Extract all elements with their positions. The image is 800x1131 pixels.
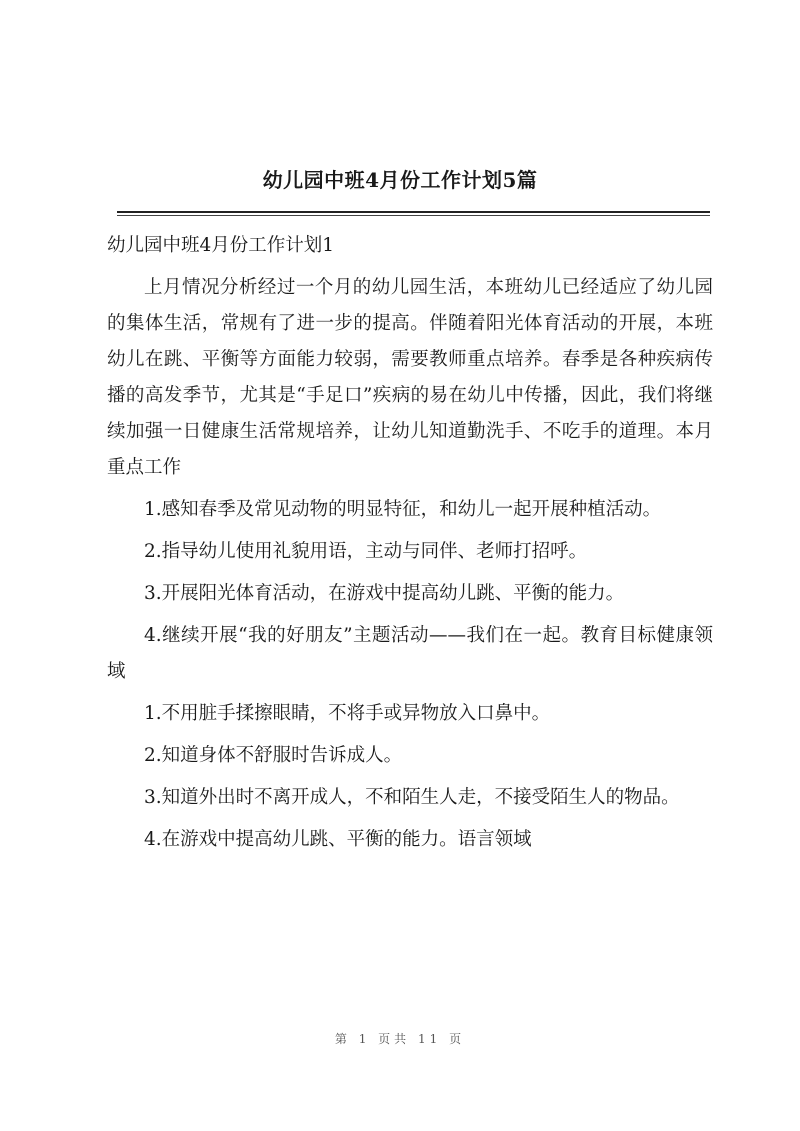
list-item: 4.继续开展“我的好朋友”主题活动——我们在一起。教育目标健康领域 — [107, 625, 713, 682]
list-item: 1.感知春季及常见动物的明显特征，和幼儿一起开展种植活动。 — [144, 499, 662, 520]
list-item: 3.开展阳光体育活动，在游戏中提高幼儿跳、平衡的能力。 — [144, 583, 625, 604]
title-rule-thin — [117, 215, 710, 216]
document-title: 幼儿园中班4月份工作计划5篇 — [262, 168, 538, 192]
section-heading: 幼儿园中班4月份工作计划1 — [107, 235, 335, 256]
list-item: 1.不用脏手揉擦眼睛，不将手或异物放入口鼻中。 — [144, 703, 551, 724]
title-rule-thick — [117, 211, 710, 213]
document-body — [107, 228, 713, 864]
list-item: 2.知道身体不舒服时告诉成人。 — [144, 745, 403, 766]
page-footer: 第 1 页共 11 页 — [334, 1032, 466, 1046]
list-item: 4.在游戏中提高幼儿跳、平衡的能力。语言领域 — [144, 829, 532, 850]
paragraph: 上月情况分析经过一个月的幼儿园生活，本班幼儿已经适应了幼儿园的集体生活，常规有了进一步的提高。伴随着阳光体育活动的开展，本班幼儿在跳、平衡等方面能力较弱，需要教师重点培养。春季是各种疾病传播的高发季节，尤其是“手足口”疾病的易在幼儿中传播，因此，我们将继续加强一日健康生活常规培养，让幼儿知道勤洗手、不吃手的道理。本月重点工作 — [107, 277, 713, 478]
list-item: 2.指导幼儿使用礼貌用语，主动与同伴、老师打招呼。 — [144, 541, 588, 562]
list-item: 3.知道外出时不离开成人，不和陌生人走，不接受陌生人的物品。 — [144, 787, 680, 808]
